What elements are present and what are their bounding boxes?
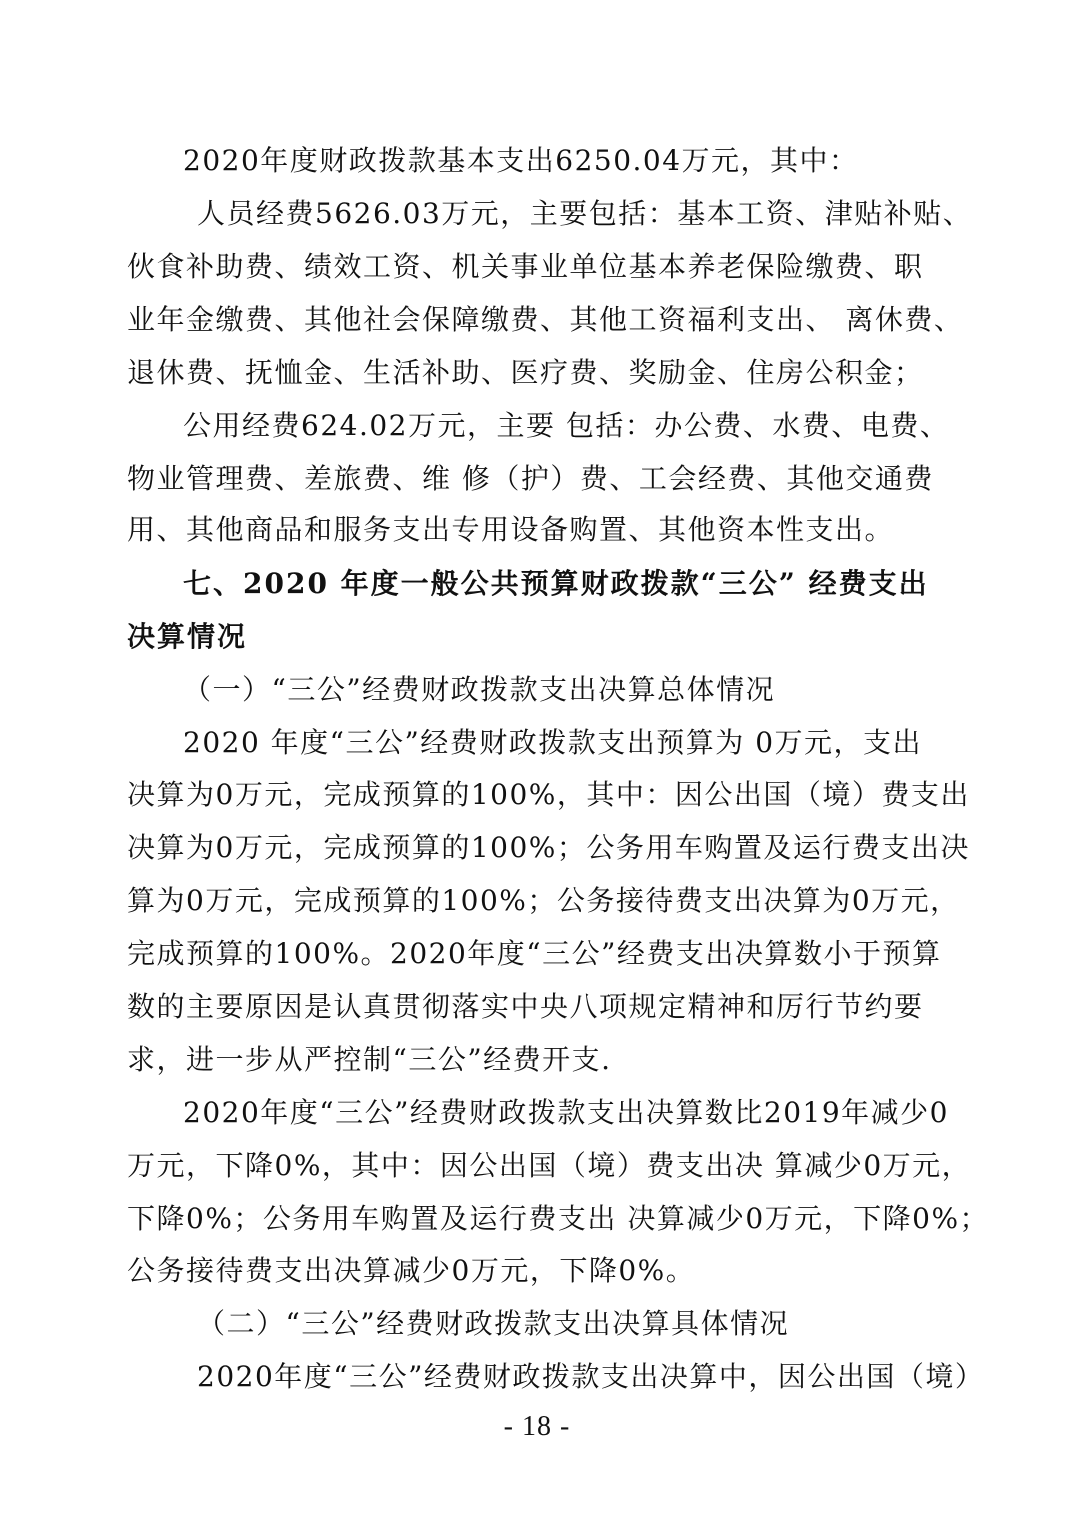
text-line: 物业管理费、差旅费、维 修（护）费、工会经费、其他交通费: [127, 462, 934, 495]
text-line: 2020年度“三公”经费财政拨款支出决算中，因公出国（境）: [197, 1360, 985, 1393]
text-line: 求，进一步从严控制“三公”经费开支.: [127, 1043, 612, 1076]
text-line: 万元，下降0%，其中：因公出国（境）费支出决 算减少0万元，: [127, 1149, 972, 1182]
text-line: 用、其他商品和服务支出专用设备购置、其他资本性支出。: [127, 513, 895, 546]
text-line: 退休费、抚恤金、生活补助、医疗费、奖励金、住房公积金；: [127, 356, 924, 389]
text-line: 2020年度“三公”经费财政拨款支出决算数比2019年减少0: [183, 1096, 949, 1129]
text-line: 公务接待费支出决算减少0万元，下降0%。: [127, 1254, 696, 1287]
section-heading: 决算情况: [127, 620, 248, 653]
subsection-heading: （一）“三公”经费财政拨款支出决算总体情况: [183, 673, 776, 706]
text-line: 完成预算的100%。2020年度“三公”经费支出决算数小于预算: [127, 937, 942, 970]
text-line: 公用经费624.02万元，主要 包括：办公费、水费、电费、: [183, 409, 950, 442]
text-line: 决算为0万元，完成预算的100%，其中：因公出国（境）费支出: [127, 778, 970, 811]
section-heading: 七、2020 年度一般公共预算财政拨款“三公” 经费支出: [183, 567, 929, 600]
text-line: 业年金缴费、其他社会保障缴费、其他工资福利支出、 离休费、: [127, 303, 964, 336]
subsection-heading: （二）“三公”经费财政拨款支出决算具体情况: [197, 1307, 790, 1340]
page-number: - 18 -: [503, 1411, 571, 1442]
text-line: 算为0万元，完成预算的100%；公务接待费支出决算为0万元，: [127, 884, 960, 917]
text-line: 人员经费5626.03万元，主要包括：基本工资、津贴补贴、: [197, 197, 973, 230]
text-line: 下降0%；公务用车购置及运行费支出 决算减少0万元，下降0%；: [127, 1202, 990, 1235]
text-line: 伙食补助费、绩效工资、机关事业单位基本养老保险缴费、职: [127, 250, 924, 283]
text-line: 2020年度财政拨款基本支出6250.04万元，其中：: [183, 144, 859, 177]
text-line: 2020 年度“三公”经费财政拨款支出预算为 0万元，支出: [183, 726, 923, 759]
text-line: 数的主要原因是认真贯彻落实中央八项规定精神和厉行节约要: [127, 990, 924, 1023]
text-line: 决算为0万元，完成预算的100%；公务用车购置及运行费支出决: [127, 831, 970, 864]
